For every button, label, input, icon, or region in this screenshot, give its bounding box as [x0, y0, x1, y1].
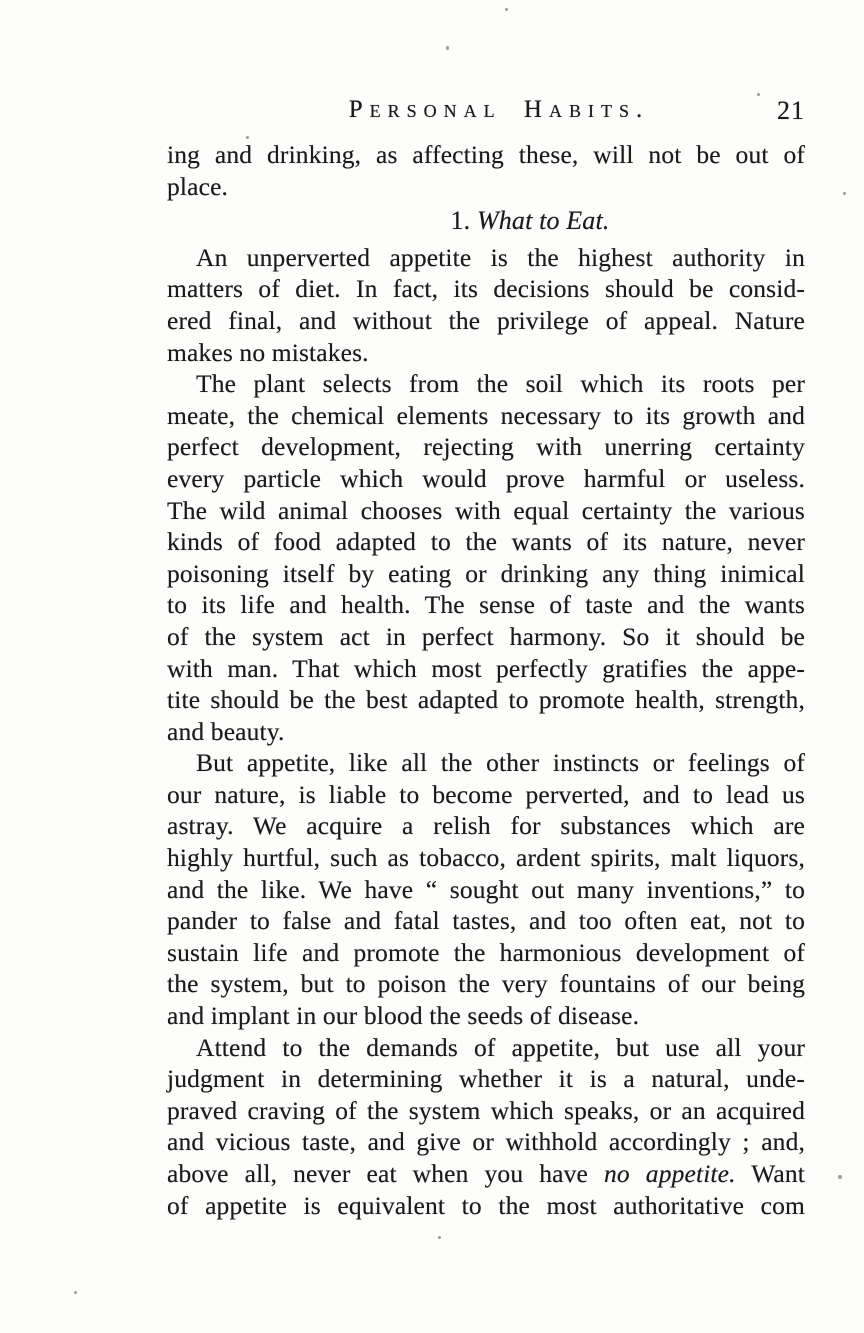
line-text: praved craving of the system which speaks, or an acquired [167, 1095, 805, 1125]
text-line [167, 653, 805, 685]
line-text: and beauty. [167, 716, 285, 746]
line-text: and vicious taste, and give or withhold accordingly ; and, [167, 1127, 805, 1157]
page-number: 21 [777, 96, 805, 125]
text-line [167, 431, 805, 463]
line-text: highly hurtful, such as tobacco, ardent spirits, malt liquors, [167, 843, 805, 873]
text-line [167, 526, 805, 558]
line-text: matters of diet. In fact, its decisions should be consid- [167, 274, 805, 304]
line-text: tite should be the best adapted to promote health, strength, [167, 685, 805, 715]
line-text: place. [167, 171, 229, 201]
scan-speck [843, 192, 846, 195]
scan-speck [246, 136, 249, 139]
line-text: to its life and health. The sense of taste and the wants [167, 590, 805, 620]
text-line [167, 139, 805, 171]
line-text: sustain life and promote the harmonious development of [167, 937, 805, 967]
text-line [167, 779, 805, 811]
line-text: the system, but to poison the very fountains of our being [167, 969, 805, 999]
line-text: and implant in our blood the seeds of disease. [167, 1001, 640, 1031]
line-text: every particle which would prove harmful or useless. [167, 463, 805, 493]
line-text: Attend to the demands of appetite, but use all your [196, 1032, 805, 1062]
body-text [167, 139, 805, 1221]
line-text: our nature, is liable to become perverted, and to lead us [167, 779, 805, 809]
scan-speck [757, 93, 760, 96]
text-line [167, 937, 805, 969]
scan-speck [505, 8, 508, 11]
line-text: astray. We acquire a relish for substances which are [167, 811, 805, 841]
text-line [167, 305, 805, 337]
text-line [167, 747, 805, 779]
text-line [167, 1190, 805, 1222]
text-line [167, 905, 805, 937]
line-text: above all, never eat when you have [167, 1159, 604, 1188]
text-line [167, 337, 805, 369]
text-line [167, 1158, 805, 1190]
line-text: makes no mistakes. [167, 337, 369, 367]
text-line [167, 495, 805, 527]
line-text: of the system act in perfect harmony. So it should be [167, 621, 805, 651]
line-text: meate, the chemical elements necessary to its growth and [167, 400, 805, 430]
text-line [167, 968, 805, 1000]
line-text: But appetite, like all the other instincts or feelings of [196, 748, 805, 778]
running-header [167, 96, 805, 130]
text-line [167, 558, 805, 590]
section-title: What to Eat. [476, 206, 610, 236]
text-line [167, 273, 805, 305]
line-text: ing and drinking, as affecting these, will not be out of [167, 140, 805, 169]
line-text: judgment in determining whether it is a natural, unde- [167, 1064, 805, 1094]
text-line [167, 684, 805, 716]
text-line [167, 716, 805, 748]
text-line [167, 842, 805, 874]
line-text: An unperverted appetite is the highest authority in [196, 242, 805, 272]
line-text: ered final, and without the privilege of appeal. Nature [167, 305, 805, 335]
line-text: pander to false and fatal tastes, and too often eat, not to [167, 906, 805, 936]
scan-speck [838, 1175, 842, 1179]
text-line [167, 1000, 805, 1032]
line-text: Want [735, 1159, 805, 1188]
line-text: with man. That which most perfectly gratifies the appe- [167, 653, 805, 683]
text-line [167, 621, 805, 653]
text-line [167, 242, 805, 274]
line-text: kinds of food adapted to the wants of its nature, never [167, 527, 805, 557]
line-text: poisoning itself by eating or drinking any thing inimical [167, 558, 805, 588]
text-line [167, 810, 805, 842]
text-line [167, 368, 805, 400]
text-line [167, 1095, 805, 1127]
scan-speck [446, 46, 449, 50]
line-text: perfect development, rejecting with unerring certainty [167, 432, 805, 462]
scan-speck [74, 1291, 77, 1294]
scan-speck [438, 1236, 441, 1239]
text-line [167, 171, 805, 203]
line-text: The wild animal chooses with equal certainty the various [167, 495, 805, 525]
text-line [167, 1032, 805, 1064]
text-line [167, 589, 805, 621]
line-text: The plant selects from the soil which its roots per [196, 369, 805, 399]
section-number: 1. [450, 206, 477, 236]
text-line [167, 463, 805, 495]
text-line [167, 1063, 805, 1095]
line-text: of appetite is equivalent to the most authoritative com [167, 1190, 805, 1220]
line-text: and the like. We have “ sought out many inventions,” to [167, 874, 805, 904]
text-line [167, 874, 805, 906]
text-line [167, 400, 805, 432]
text-line [167, 1126, 805, 1158]
section-heading [167, 205, 805, 237]
page-header-title: Personal Habits. [348, 96, 650, 123]
italic-phrase: no appetite. [603, 1159, 736, 1188]
